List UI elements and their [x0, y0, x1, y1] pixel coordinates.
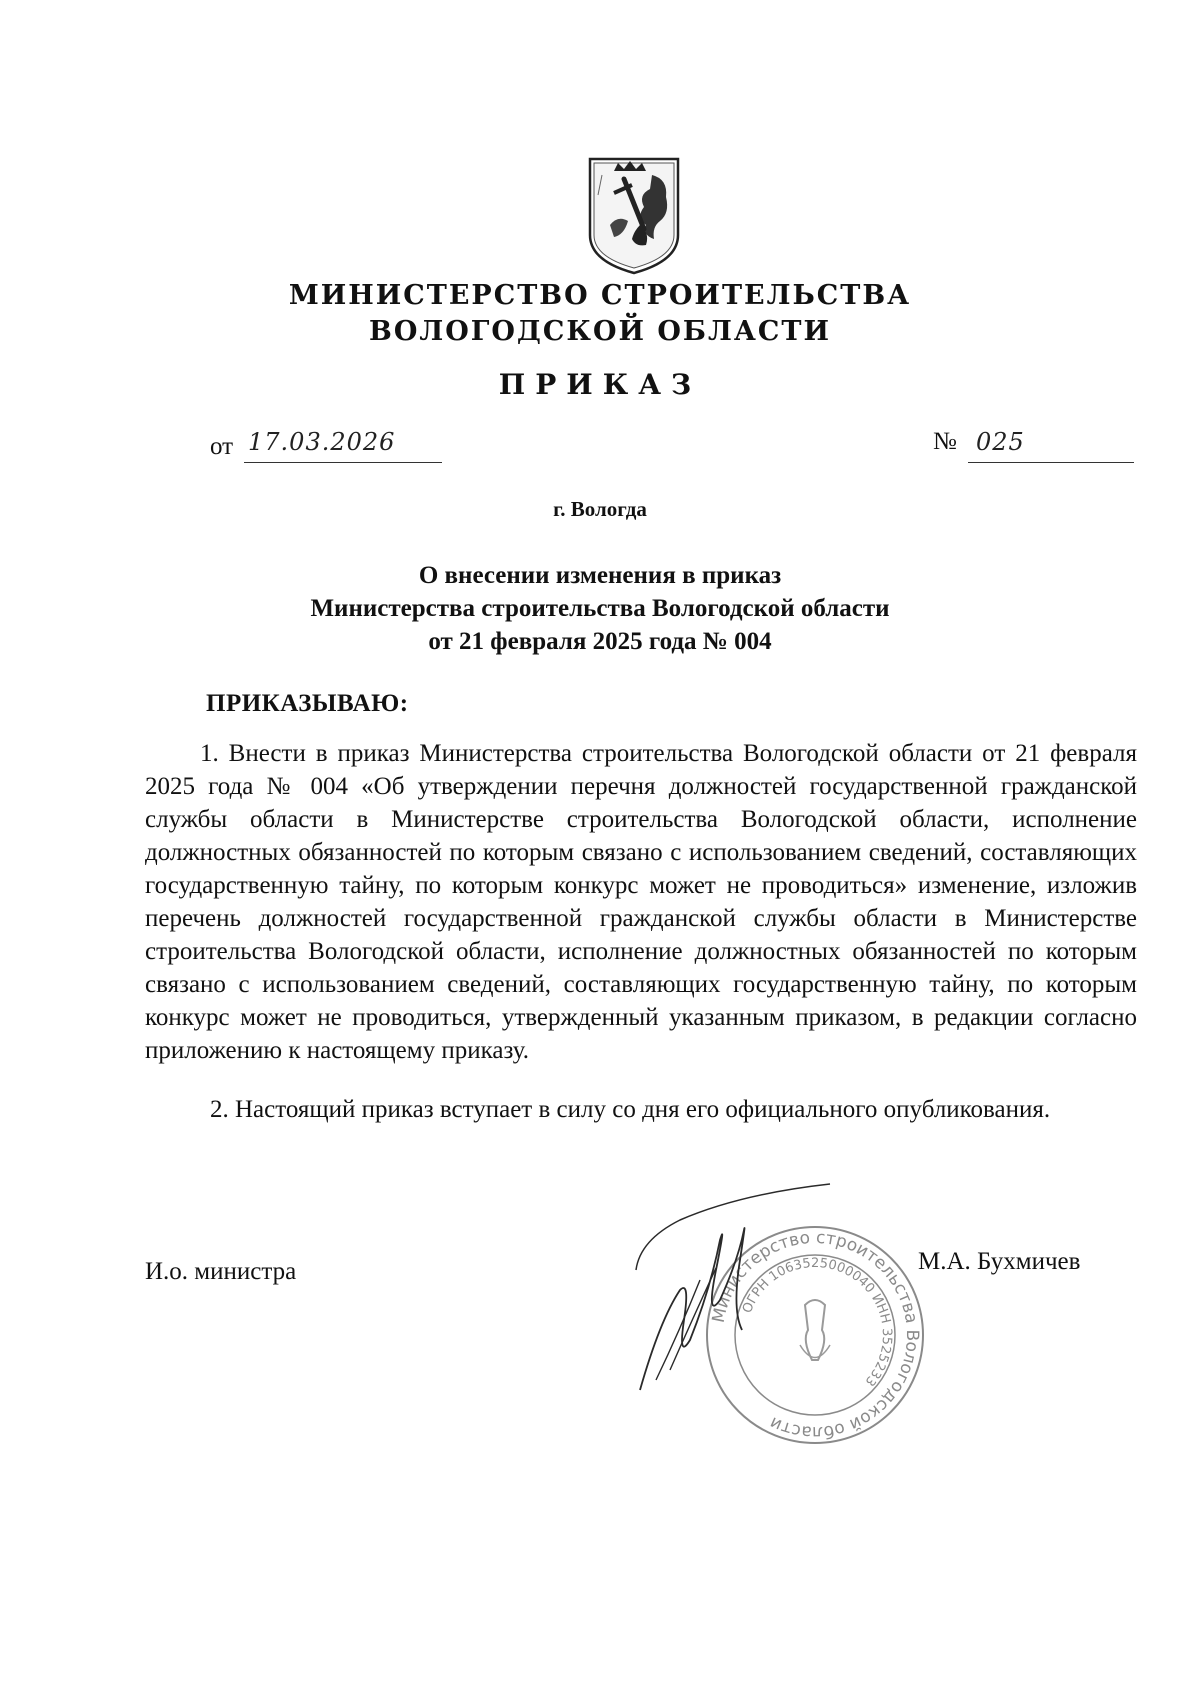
coat-of-arms-emblem [584, 155, 684, 277]
subject-line3: от 21 февраля 2025 года № 004 [428, 628, 772, 655]
document-subject [0, 559, 1200, 658]
city: г. Вологда [553, 497, 647, 521]
date-label: от [210, 433, 234, 460]
signature-scribble-icon [620, 1180, 840, 1410]
subject-line1: О внесении изменения в приказ [418, 562, 782, 589]
paragraph-2: 2. Настоящий приказ вступает в силу со дня его официального опубликования. [210, 1096, 1051, 1123]
number-label: № [933, 428, 957, 455]
document-type: ПРИКАЗ [498, 368, 702, 401]
handwritten-signature [620, 1180, 840, 1410]
number-value: 025 [976, 428, 1025, 456]
paragraph-1: 1. Внести в приказ Министерства строительства Вологодской области от 21 февраля 2025 года № 004 «Об утверждении перечня должностей государственной гражданской службы области в Министерстве строительства Вологодской области, исполнение должностных обязанностей по которым связано с использованием сведений, составляющих государственную тайну, по которым конкурс может не проводиться» изменение, изложив перечень должностей государственной гражданской службы области в Министерстве строительства Вологодской области, исполнение должностных обязанностей по которым связано с использованием сведений, составляющих государственную тайну, по которым конкурс может не проводиться, утвержденный указанным приказом, в редакции согласно приложению к настоящему приказу. [145, 740, 1137, 1064]
date-value: 17.03.2026 [248, 428, 396, 456]
number-field [968, 428, 1134, 463]
vologda-coat-of-arms-icon [584, 155, 684, 277]
ministry-name-line1: МИНИСТЕРСТВО СТРОИТЕЛЬСТВА [288, 280, 912, 311]
ministry-name-line2: ВОЛОГОДСКОЙ ОБЛАСТИ [369, 316, 831, 347]
subject-line2: Министерства строительства Вологодской области [310, 595, 890, 622]
signatory-name: М.А. Бухмичев [918, 1248, 1081, 1275]
stamp-inner-text: ОГРН 1063525000040 ИНН 3525233 [739, 1255, 895, 1389]
signatory-position: И.о. министра [145, 1258, 297, 1285]
ministry-name [0, 278, 1200, 350]
date-field [244, 428, 442, 463]
stamp-outer-text: Министерство строительства Вологодской области [708, 1227, 923, 1443]
order-word: ПРИКАЗЫВАЮ: [206, 690, 409, 717]
